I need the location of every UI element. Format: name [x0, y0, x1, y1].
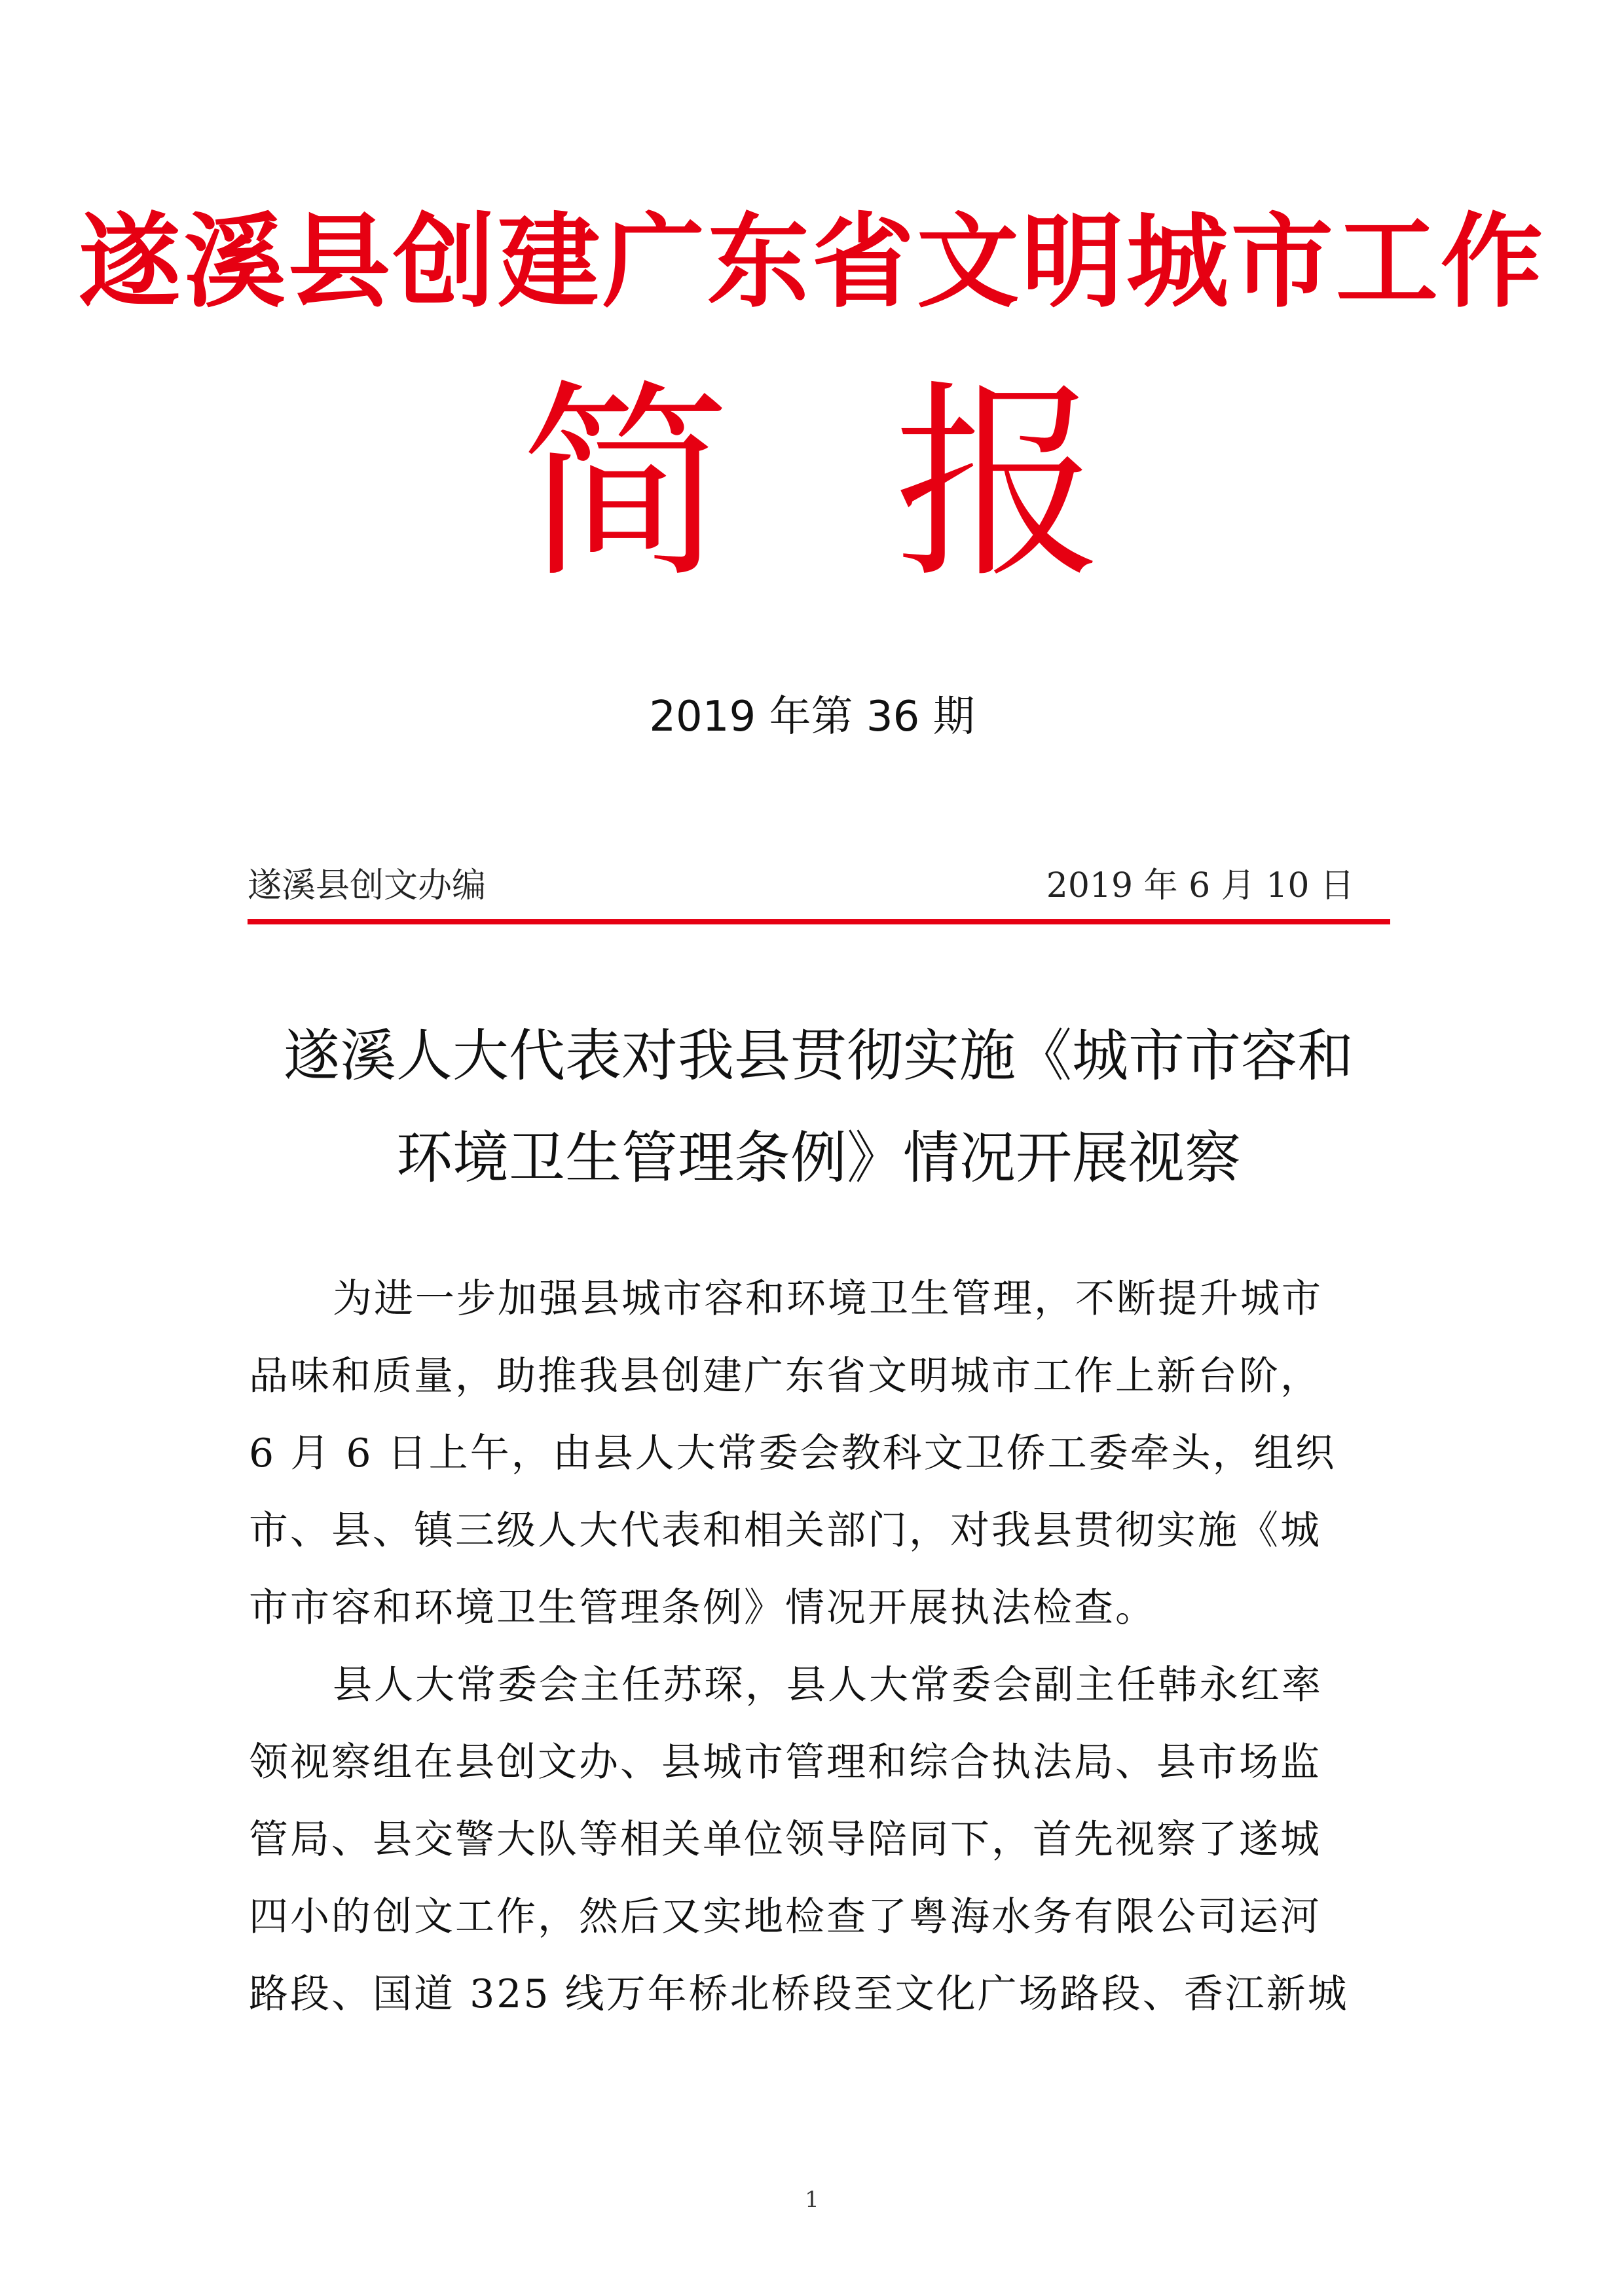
- page-number: 1: [805, 2187, 819, 2213]
- masthead-jian: 简: [521, 363, 730, 606]
- body-line: 四小的创文工作，然后又实地检查了粤海水务有限公司运河: [249, 1894, 1321, 1940]
- body-line: 品味和质量，助推我县创建广东省文明城市工作上新台阶，: [249, 1353, 1321, 1399]
- masthead-title: 遂溪县创建广东省文明城市工作: [79, 202, 1545, 321]
- body-line: 管局、县交警大队等相关单位领导陪同下，首先视察了遂城: [249, 1817, 1321, 1863]
- editor-date-row: [248, 863, 1387, 909]
- article-title-line: 环境卫生管理条例》情况开展视察: [396, 1125, 1241, 1191]
- body-line: 为进一步加强县城市容和环境卫生管理，不断提升城市: [333, 1276, 1323, 1322]
- article-title: [242, 1005, 1395, 1209]
- red-divider-rule: [248, 919, 1390, 924]
- masthead-bao: 报: [894, 363, 1103, 606]
- body-line: 市市容和环境卫生管理条例》情况开展执法检查。: [249, 1585, 1156, 1631]
- issue-number: 2019 年第 36 期: [649, 693, 975, 741]
- body-line: 领视察组在县创文办、县城市管理和综合执法局、县市场监: [249, 1740, 1321, 1785]
- body-line: 市、县、镇三级人大代表和相关部门，对我县贯彻实施《城: [249, 1508, 1321, 1554]
- editor-label: 遂溪县创文办编: [248, 866, 487, 905]
- article-body: [249, 1260, 1382, 2033]
- body-line: 县人大常委会主任苏琛，县人大常委会副主任韩永红率: [333, 1662, 1323, 1708]
- body-line: 路段、国道 325 线万年桥北桥段至文化广场路段、香江新城: [249, 1971, 1349, 2017]
- masthead-jianbao: [0, 363, 1624, 606]
- article-title-line: 遂溪人大代表对我县贯彻实施《城市市容和: [284, 1023, 1354, 1089]
- issue-date: 2019 年 6 月 10 日: [1046, 866, 1354, 905]
- body-line: 6 月 6 日上午，由县人大常委会教科文卫侨工委牵头，组织: [249, 1430, 1337, 1476]
